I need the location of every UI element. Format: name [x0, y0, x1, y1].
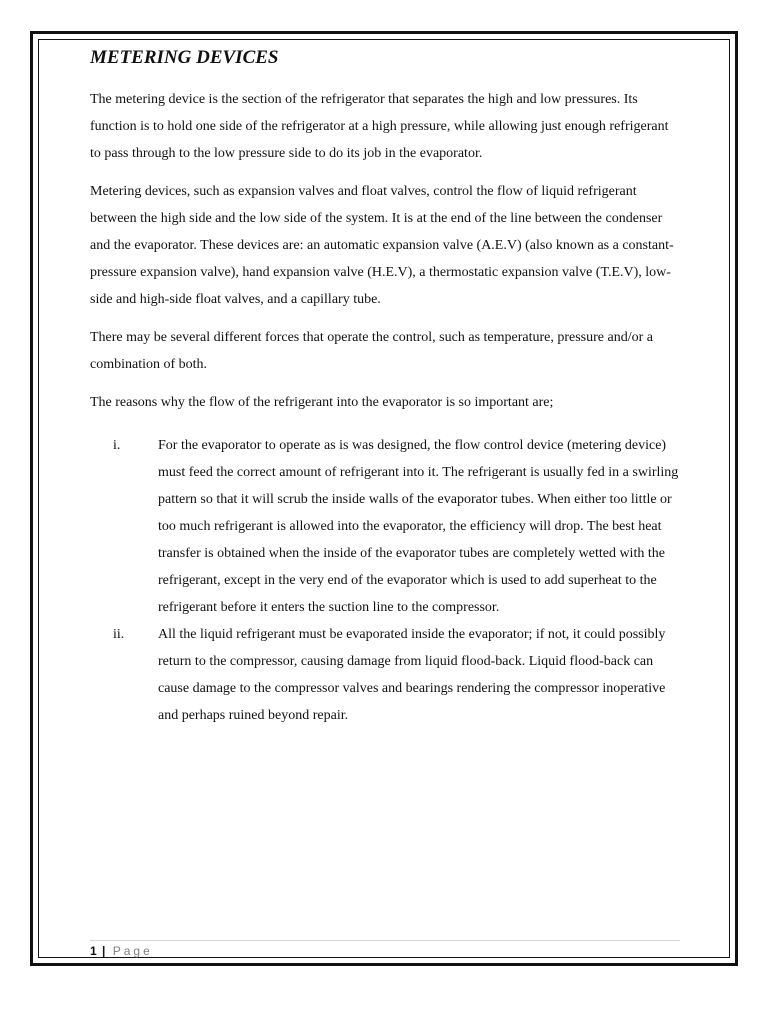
footer-separator: | [102, 944, 106, 958]
list-item-text: All the liquid refrigerant must be evaporated inside the evaporator; if not, it could possibly return to the compressor, causing damage from liquid flood-back. Liquid flood-back can cause damage to the compressor valves and bearings rendering the compressor inoperative and perhaps ruined beyond repair. [158, 627, 666, 723]
reasons-list [90, 432, 680, 729]
page-footer [90, 943, 153, 959]
page-number: 1 [90, 944, 97, 958]
page-content [90, 44, 680, 729]
footer-divider [90, 940, 680, 941]
paragraph-4: The reasons why the flow of the refrigerant into the evaporator is so important are; [90, 395, 554, 410]
list-item-text: For the evaporator to operate as is was designed, the flow control device (metering device) must feed the correct amount of refrigerant into it. The refrigerant is usually fed in a swirling pattern so that it will scrub the inside walls of the evaporator tubes. When either too little or too much refrigerant is allowed into the evaporator, the efficiency will drop. The best heat transfer is obtained when the inside of the evaporator tubes are completely wetted with the refrigerant, except in the very end of the evaporator which is used to add superheat to the refrigerant before it enters the suction line to the compressor. [158, 438, 679, 615]
paragraph-1: The metering device is the section of the refrigerator that separates the high and low pressures. Its function is to hold one side of the refrigerator at a high pressure, while allowing just enough refrigerant to pass through to the low pressure side to do its job in the evaporator. [90, 92, 669, 161]
list-marker: i. [113, 438, 121, 453]
list-marker: ii. [113, 627, 125, 642]
list-item [90, 432, 680, 621]
paragraph-3: There may be several different forces that operate the control, such as temperature, pressure and/or a combination of both. [90, 330, 653, 372]
page-title: METERING DEVICES [90, 47, 279, 68]
paragraph-2: Metering devices, such as expansion valves and float valves, control the flow of liquid refrigerant between the high side and the low side of the system. It is at the end of the line between the condenser and the evaporator. These devices are: an automatic expansion valve (A.E.V) (also known as a constant-pressure expansion valve), hand expansion valve (H.E.V), a thermostatic expansion valve (T.E.V), low-side and high-side float valves, and a capillary tube. [90, 184, 674, 307]
page-label: Page [112, 944, 153, 958]
list-item [90, 621, 680, 729]
